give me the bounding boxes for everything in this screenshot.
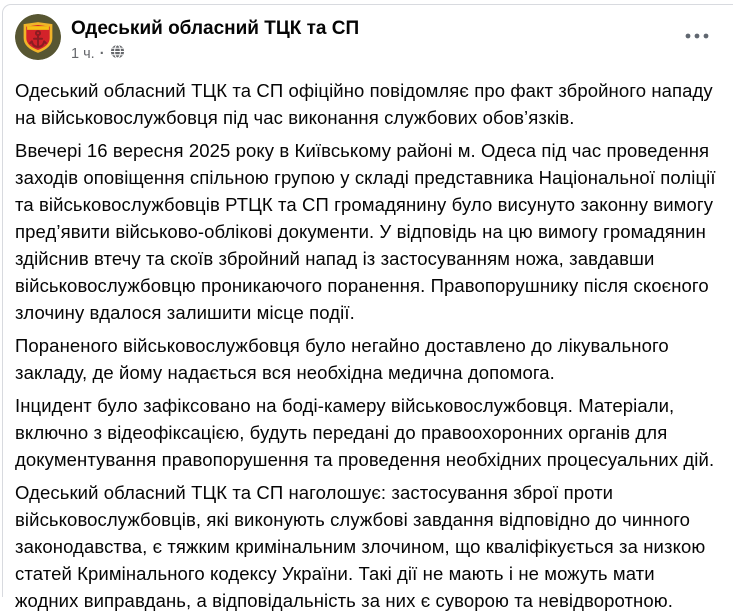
post-text bbox=[15, 77, 717, 614]
page-name-link[interactable]: Одеський обласний ТЦК та СП bbox=[71, 18, 360, 39]
post-paragraph: Ввечері 16 вересня 2025 року в Київському районі м. Одеса під час проведення заходів оповіщення спільною групою у складі представника Національної поліції та військовослужбовців РТЦК та СП громадянину було висунуто законну вимогу пред’явити військово-облікові документи. У відповідь на цю вимогу громадянин здійснив втечу та скоїв збройний напад із застосуванням ножа, завдавши військовослужбовцю проникаючого поранення. Правопорушнику після скоєного злочину вдалося залишити місце події. bbox=[15, 140, 716, 323]
meta-separator: · bbox=[99, 45, 105, 62]
facebook-post-card bbox=[2, 4, 733, 611]
timestamp-link[interactable]: 1 ч. bbox=[71, 45, 95, 62]
more-options-button[interactable] bbox=[679, 22, 715, 50]
privacy-globe-icon bbox=[110, 44, 125, 64]
post-paragraph: Одеський обласний ТЦК та СП наголошує: застосування зброї проти військовослужбовців, які виконують службові завдання відповідно до чинного законодавства, є тяжким кримінальним злочином, що кваліфікується за низкою статей Кримінального кодексу України. Такі дії не мають і не можуть мати жодних виправдань, а відповідальність за них є суворою та невідворотною. bbox=[15, 482, 706, 611]
post-paragraph: Інцидент було зафіксовано на боді-камеру військовослужбовця. Матеріали, включно з відеофіксацією, будуть передані до правоохоронних органів для документування правопорушення та проведення необхідних процесуальних дій. bbox=[15, 395, 715, 470]
header-text bbox=[71, 14, 359, 64]
post-header bbox=[15, 14, 717, 64]
page-avatar[interactable] bbox=[15, 14, 61, 60]
post-paragraph: Пораненого військовослужбовця було негайно доставлено до лікувального закладу, де йому надається вся необхідна медична допомога. bbox=[15, 335, 669, 383]
ellipsis-icon bbox=[684, 31, 710, 41]
post-paragraph: Одеський обласний ТЦК та СП офіційно повідомляє про факт збройного нападу на військовослужбовця під час виконання службових обов’язків. bbox=[15, 80, 713, 128]
unit-emblem-icon bbox=[15, 14, 61, 60]
post-meta bbox=[71, 43, 359, 64]
